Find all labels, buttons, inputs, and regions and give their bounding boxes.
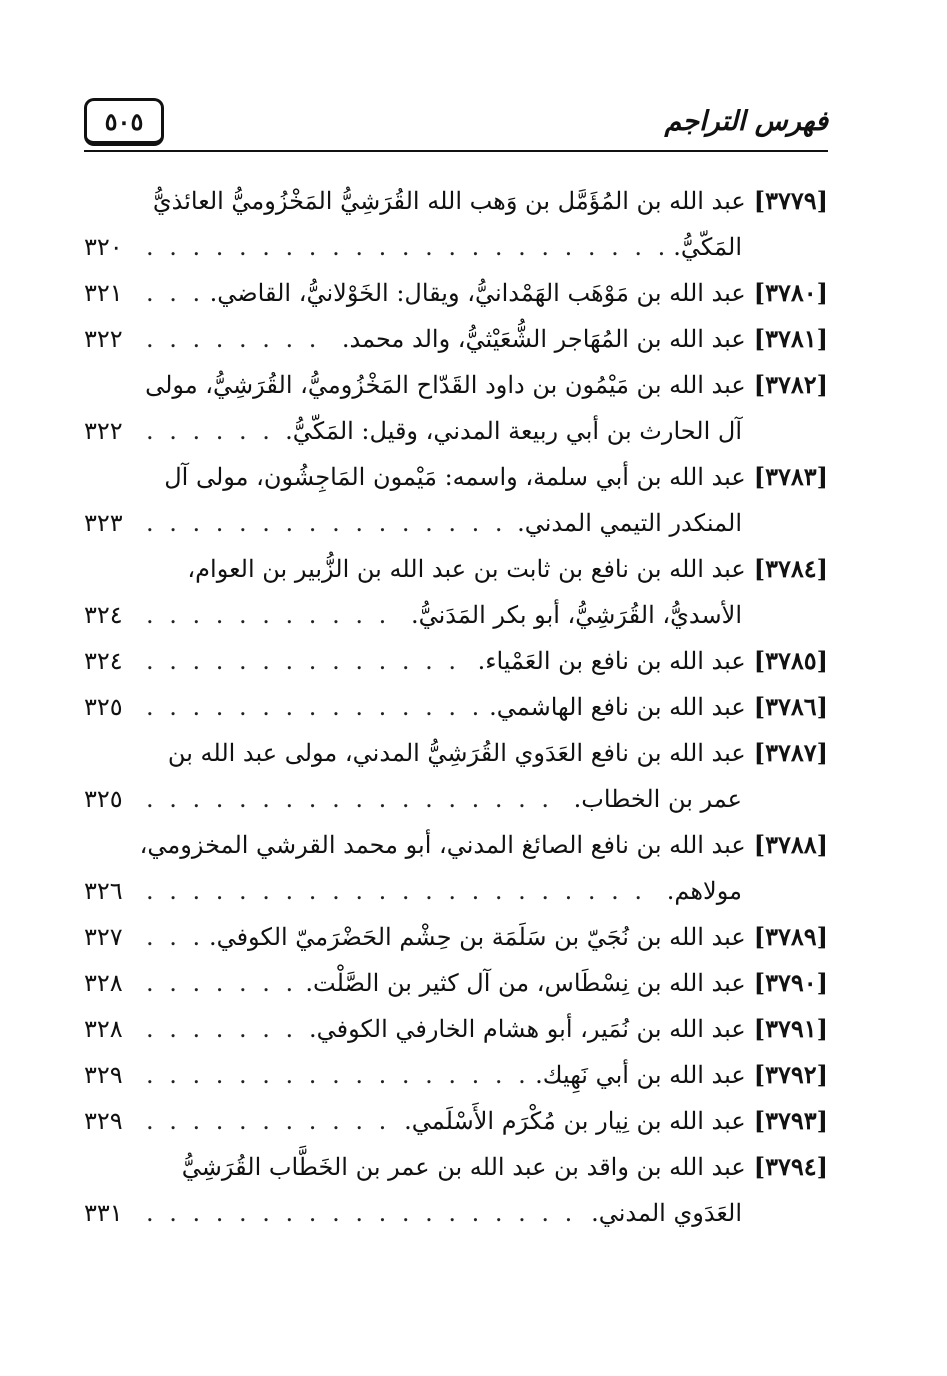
- index-entry: [84, 822, 828, 914]
- entry-number: [٣٧٩١]: [753, 1014, 828, 1043]
- entry-page: ٣٢٨: [84, 1015, 123, 1043]
- leader-dots: [146, 1098, 394, 1144]
- leader-dots: [146, 960, 295, 1006]
- index-entry: [84, 960, 828, 1006]
- leader-dots: [146, 638, 468, 684]
- entry-text: عبد الله بن نُجَيّ بن سَلَمَة بن حِشْم الحَضْرَميّ الكوفي.: [208, 923, 746, 951]
- entry-text: عبد الله بن نافع العَدَوي القُرَشِيُّ المدني، مولى عبد الله بن: [167, 739, 746, 767]
- entry-number: [٣٧٨٨]: [753, 830, 828, 859]
- index-entry: [84, 1144, 828, 1236]
- index-entry: [84, 730, 828, 822]
- leader-dots: [146, 1052, 525, 1098]
- entry-text: المَكّيُّ.: [673, 233, 742, 261]
- leader-dots: [146, 914, 199, 960]
- entry-text: عبد الله بن نِسْطَاس، من آل كثير بن الصَّلْت.: [305, 969, 746, 997]
- index-entry: [84, 638, 828, 684]
- index-entry: [84, 546, 828, 638]
- entry-text: عبد الله بن مَيْمُون بن داود القَدّاح المَخْزُوميُّ، القُرَشِيُّ، مولى: [145, 371, 746, 399]
- entry-text: عبد الله بن نِيار بن مُكْرَم الأَسْلَمي.: [404, 1107, 746, 1135]
- entry-number: [٣٧٨٤]: [753, 554, 828, 583]
- leader-dots: [146, 270, 200, 316]
- entry-text: عبد الله بن نافع الهاشمي.: [489, 693, 746, 721]
- entry-page: ٣٢٢: [84, 325, 123, 353]
- entry-page: ٣٢٩: [84, 1061, 123, 1089]
- index-entry: [84, 178, 828, 270]
- entry-number: [٣٧٩٢]: [753, 1060, 828, 1089]
- entry-text: مولاهم.: [666, 877, 742, 905]
- leader-dots: [146, 316, 332, 362]
- entry-text: عمر بن الخطاب.: [573, 785, 742, 813]
- entry-page: ٣٢٧: [84, 923, 123, 951]
- entry-page: ٣٢٠: [84, 233, 123, 261]
- running-title: فهرس التراجم: [664, 106, 828, 137]
- entry-page: ٣٢١: [84, 279, 123, 307]
- entry-page: ٣٢٨: [84, 969, 123, 997]
- page-number: ٥٠٥: [84, 98, 164, 146]
- entry-page: ٣٢٩: [84, 1107, 123, 1135]
- entry-text: آل الحارث بن أبي ربيعة المدني، وقيل: المَكّيُّ.: [285, 417, 742, 445]
- leader-dots: [146, 684, 479, 730]
- leader-dots: [146, 1006, 299, 1052]
- index-entry: [84, 684, 828, 730]
- entry-page: ٣٢٤: [84, 647, 123, 675]
- index-entries: [84, 178, 828, 1236]
- entry-number: [٣٧٨٥]: [753, 646, 828, 675]
- entry-number: [٣٧٨٠]: [753, 278, 828, 307]
- entry-text: عبد الله بن المُؤَمَّل بن وَهب الله القُرَشِيُّ المَخْزُوميُّ العائذيُّ: [152, 187, 746, 215]
- index-entry: [84, 454, 828, 546]
- entry-page: ٣٢٣: [84, 509, 123, 537]
- page-header: [84, 96, 828, 152]
- entry-text: عبد الله بن المُهَاجر الشُّعَيْثيُّ، والد محمد.: [341, 325, 746, 353]
- entry-text: الأسديُّ، القُرَشِيُّ، أبو بكر المَدَنيُّ.: [410, 601, 742, 629]
- leader-dots: [146, 1190, 581, 1236]
- index-entry: [84, 1052, 828, 1098]
- leader-dots: [146, 868, 657, 914]
- entry-number: [٣٧٨٧]: [753, 738, 828, 767]
- entry-number: [٣٧٨٩]: [753, 922, 828, 951]
- leader-dots: [146, 224, 663, 270]
- entry-text: عبد الله بن نافع الصائغ المدني، أبو محمد القرشي المخزومي،: [139, 831, 746, 859]
- entry-text: عبد الله بن واقد بن عبد الله بن عمر بن الخَطَّاب القُرَشِيُّ: [181, 1153, 746, 1181]
- entry-number: [٣٧٩٠]: [753, 968, 828, 997]
- leader-dots: [146, 592, 401, 638]
- entry-number: [٣٧٨٣]: [753, 462, 828, 491]
- entry-number: [٣٧٨٦]: [753, 692, 828, 721]
- index-entry: [84, 1098, 828, 1144]
- leader-dots: [146, 408, 275, 454]
- entry-page: ٣٢٤: [84, 601, 123, 629]
- entry-text: العَدَوي المدني.: [591, 1199, 742, 1227]
- entry-text: عبد الله بن أبي نَهِيك.: [535, 1061, 746, 1089]
- entry-text: عبد الله بن نافع بن العَمْياء.: [477, 647, 746, 675]
- entry-page: ٣٢٥: [84, 785, 123, 813]
- index-entry: [84, 316, 828, 362]
- entry-number: [٣٧٩٣]: [753, 1106, 828, 1135]
- header-rule: [84, 150, 828, 152]
- index-entry: [84, 270, 828, 316]
- index-entry: [84, 1006, 828, 1052]
- leader-dots: [146, 776, 564, 822]
- entry-number: [٣٧٩٤]: [753, 1152, 828, 1181]
- entry-text: المنكدر التيمي المدني.: [517, 509, 742, 537]
- entry-text: عبد الله بن أبي سلمة، واسمه: مَيْمون المَاجِشُون، مولى آل: [164, 463, 746, 491]
- entry-page: ٣٢٢: [84, 417, 123, 445]
- index-entry: [84, 914, 828, 960]
- entry-page: ٣٢٥: [84, 693, 123, 721]
- entry-page: ٣٣١: [84, 1199, 123, 1227]
- entry-text: عبد الله بن نافع بن ثابت بن عبد الله بن الزُّبير بن العوام،: [187, 555, 746, 583]
- entry-number: [٣٧٧٩]: [753, 186, 828, 215]
- entry-number: [٣٧٨١]: [753, 324, 828, 353]
- entry-text: عبد الله بن مَوْهَب الهَمْدانيُّ، ويقال: الخَوْلانيُّ، القاضي.: [209, 279, 746, 307]
- index-entry: [84, 362, 828, 454]
- entry-page: ٣٢٦: [84, 877, 123, 905]
- leader-dots: [146, 500, 507, 546]
- entry-text: عبد الله بن نُمَير، أبو هشام الخارفي الكوفي.: [309, 1015, 746, 1043]
- entry-number: [٣٧٨٢]: [753, 370, 828, 399]
